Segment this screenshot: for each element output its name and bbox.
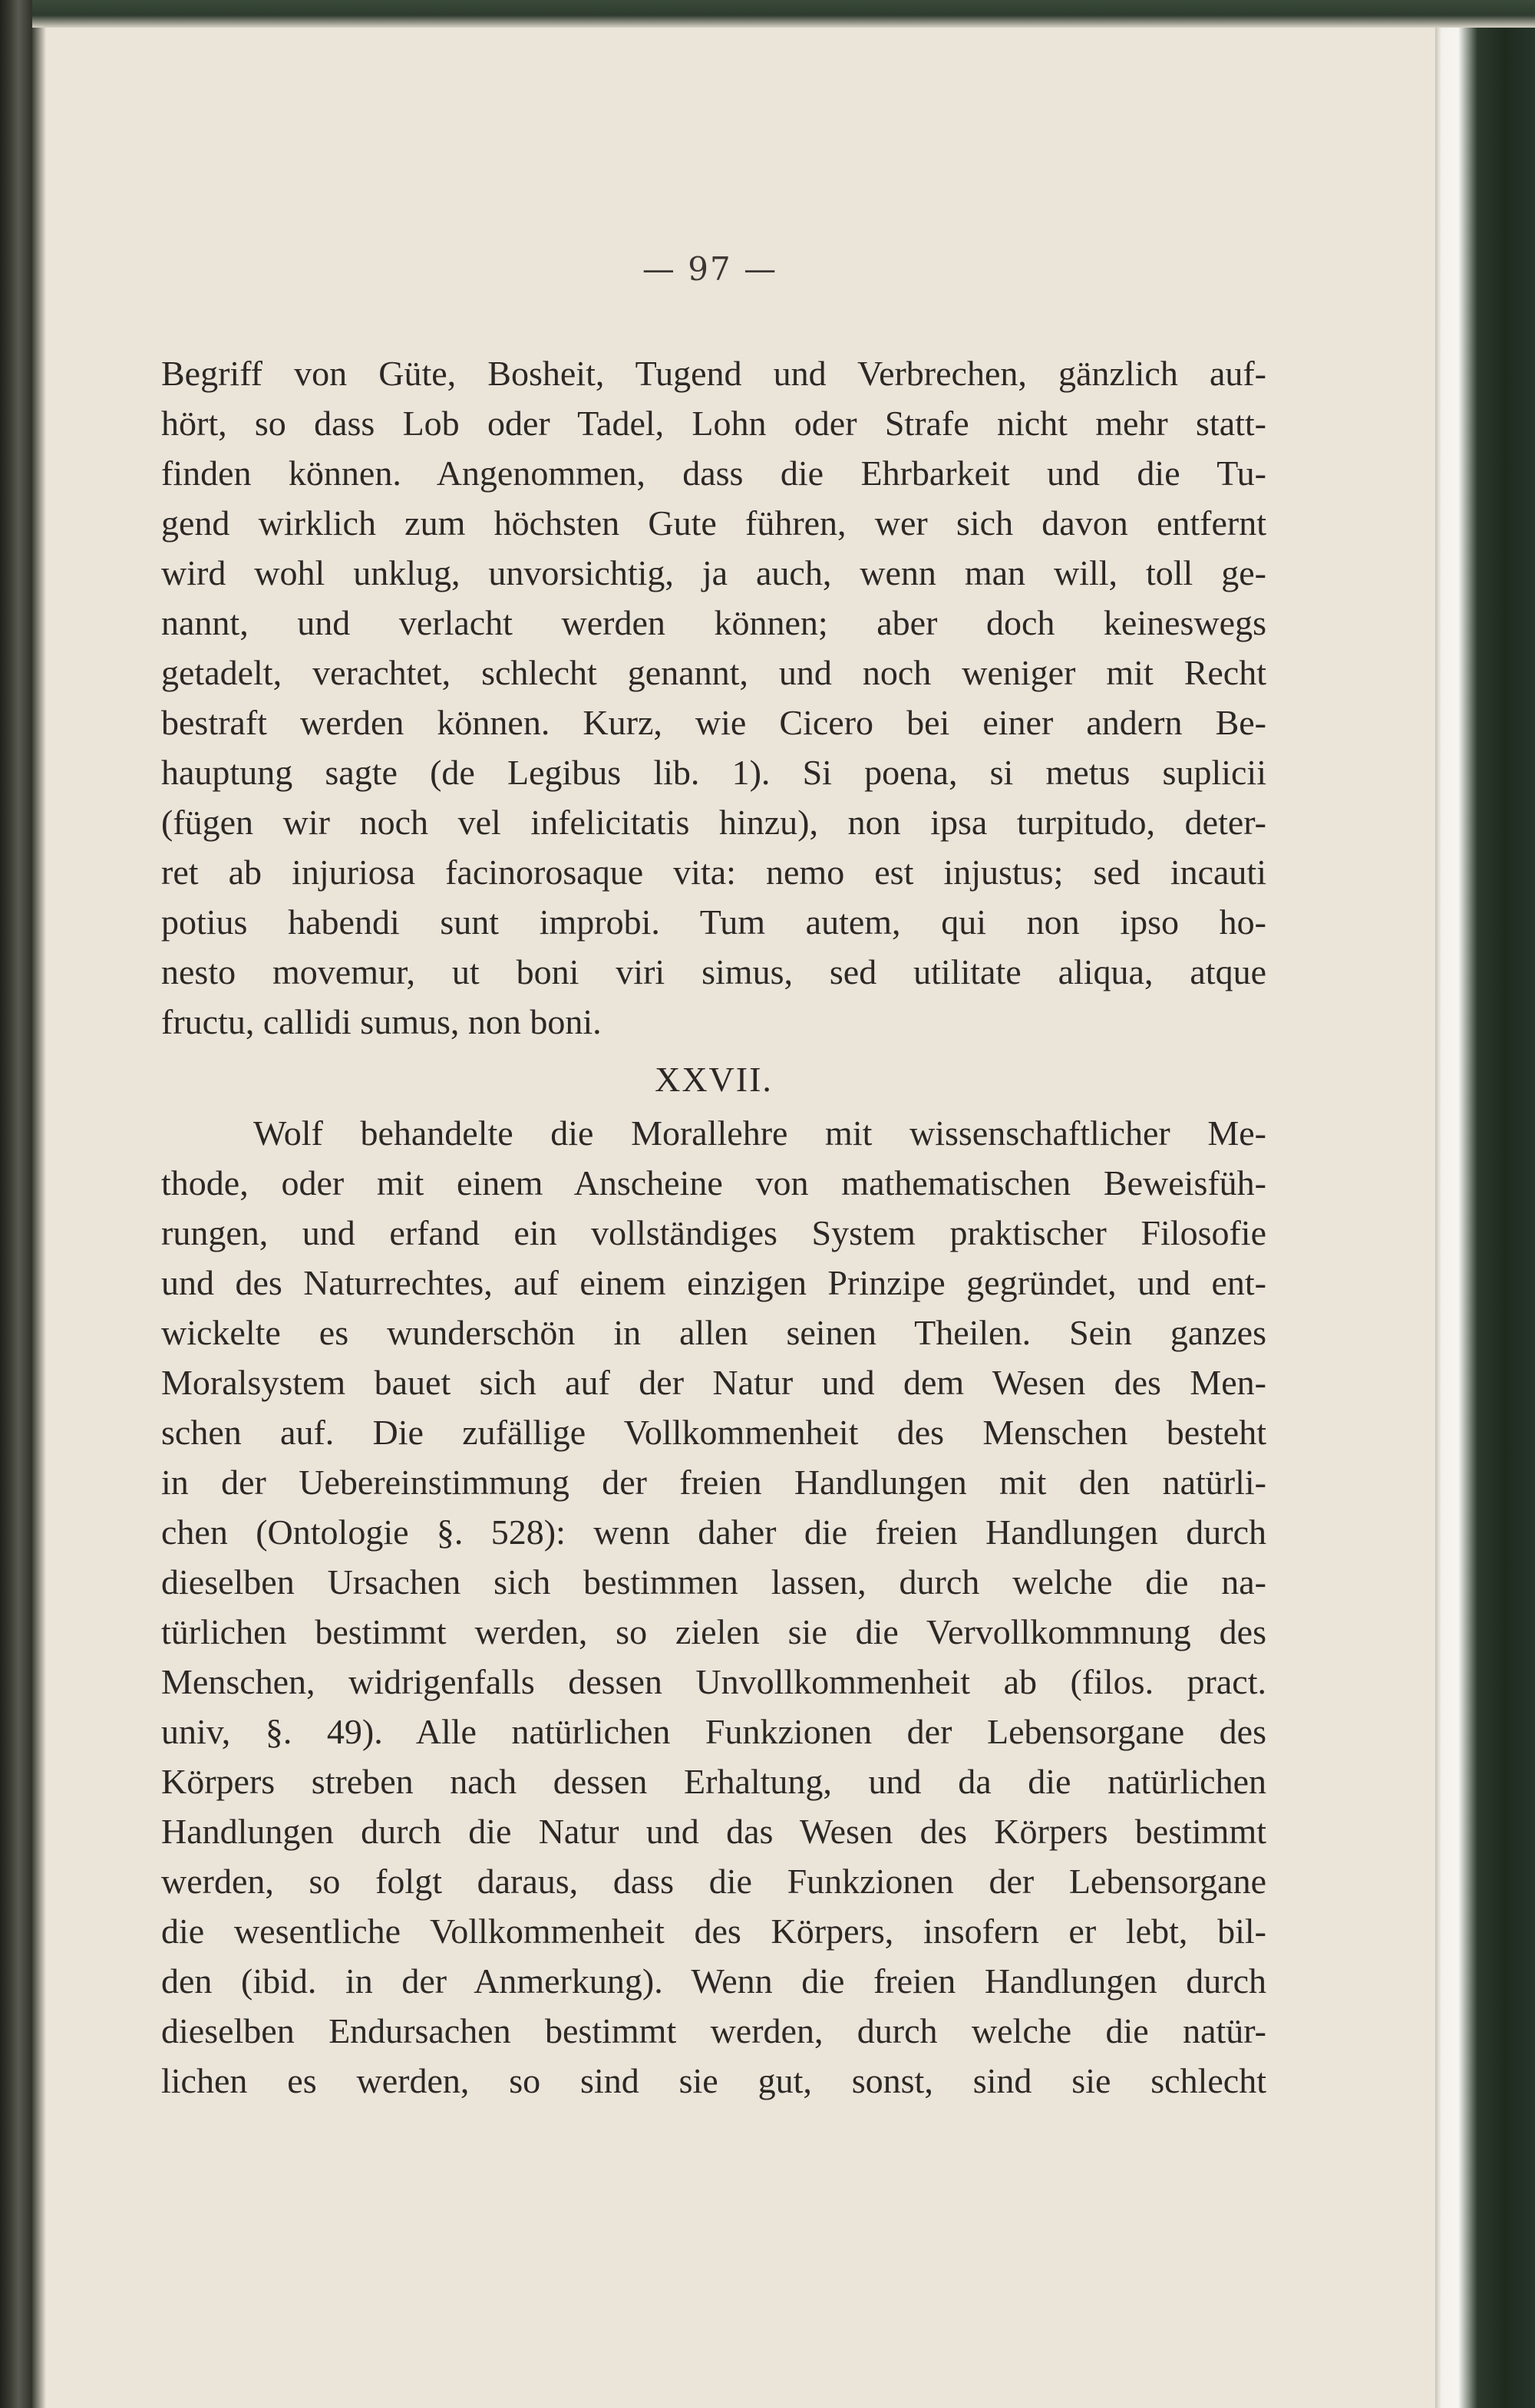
text-line: die wesentliche Vollkommenheit des Körpers, insofern er lebt, bil- <box>161 1912 1266 1951</box>
section-heading: XXVII. <box>655 1060 773 1099</box>
text-line: dieselben Ursachen sich bestimmen lassen, durch welche die na- <box>161 1562 1266 1601</box>
text-line: ret ab injuriosa facinorosaque vita: nemo est injustus; sed incauti <box>161 853 1266 892</box>
text-line: rungen, und erfand ein vollständiges System praktischer Filosofie <box>161 1213 1266 1252</box>
text-line: dieselben Endursachen bestimmt werden, durch welche die natür- <box>161 2011 1266 2050</box>
book-cover-top-edge <box>0 0 1535 28</box>
book-page <box>46 28 1435 2408</box>
text-line: wird wohl unklug, unvorsichtig, ja auch, wenn man will, toll ge- <box>161 553 1266 592</box>
text-line: thode, oder mit einem Anscheine von mathematischen Beweisfüh- <box>161 1163 1266 1202</box>
page-body-text <box>161 348 1266 2106</box>
text-line: Moralsystem bauet sich auf der Natur und dem Wesen des Men- <box>161 1363 1266 1402</box>
text-line: finden können. Angenommen, dass die Ehrbarkeit und die Tu- <box>161 454 1266 493</box>
text-line: nannt, und verlacht werden können; aber doch keineswegs <box>161 603 1266 642</box>
text-line: in der Uebereinstimmung der freien Handlungen mit den natürli- <box>161 1463 1266 1502</box>
text-line: univ, §. 49). Alle natürlichen Funkzionen der Lebensorgane des <box>161 1712 1266 1751</box>
text-line: getadelt, verachtet, schlecht genannt, und noch weniger mit Recht <box>161 653 1266 692</box>
text-line: hört, so dass Lob oder Tadel, Lohn oder Strafe nicht mehr statt- <box>161 404 1266 443</box>
book-spine-left-edge <box>0 0 32 2408</box>
text-line: den (ibid. in der Anmerkung). Wenn die freien Handlungen durch <box>161 1961 1266 2001</box>
text-line: Körpers streben nach dessen Erhaltung, und da die natürlichen <box>161 1762 1266 1801</box>
text-line-last: fructu, callidi sumus, non boni. <box>161 1002 602 1041</box>
text-line: potius habendi sunt improbi. Tum autem, qui non ipso ho- <box>161 902 1266 942</box>
text-line: Menschen, widrigenfalls dessen Unvollkommenheit ab (filos. pract. <box>161 1662 1266 1701</box>
text-line: Handlungen durch die Natur und das Wesen des Körpers bestimmt <box>161 1812 1266 1851</box>
page-number: — 97 — <box>642 250 778 288</box>
text-line: gend wirklich zum höchsten Gute führen, wer sich davon entfernt <box>161 503 1266 543</box>
text-line: Begriff von Güte, Bosheit, Tugend und Verbrechen, gänzlich auf- <box>161 354 1266 393</box>
text-line: lichen es werden, so sind sie gut, sonst, sind sie schlecht <box>161 2061 1266 2100</box>
text-line: werden, so folgt daraus, dass die Funkzionen der Lebensorgane <box>161 1862 1266 1901</box>
text-line: und des Naturrechtes, auf einem einzigen Prinzipe gegründet, und ent- <box>161 1263 1266 1302</box>
text-line: hauptung sagte (de Legibus lib. 1). Si poena, si metus suplicii <box>161 753 1266 792</box>
text-line: türlichen bestimmt werden, so zielen sie die Vervollkommnung des <box>161 1612 1266 1651</box>
text-line: schen auf. Die zufällige Vollkommenheit des Menschen besteht <box>161 1413 1266 1452</box>
paragraph-2 <box>161 1108 1266 2106</box>
text-line: nesto movemur, ut boni viri simus, sed utilitate aliqua, atque <box>161 952 1266 991</box>
text-line: bestraft werden können. Kurz, wie Cicero bei einer andern Be- <box>161 703 1266 742</box>
text-line: (fügen wir noch vel infelicitatis hinzu), non ipsa turpitudo, deter- <box>161 803 1266 842</box>
text-line-indented: Wolf behandelte die Morallehre mit wissenschaftlicher Me- <box>253 1113 1266 1153</box>
paragraph-1 <box>161 348 1266 1047</box>
text-line: wickelte es wunderschön in allen seinen Theilen. Sein ganzes <box>161 1313 1266 1352</box>
text-line: chen (Ontologie §. 528): wenn daher die freien Handlungen durch <box>161 1512 1266 1552</box>
